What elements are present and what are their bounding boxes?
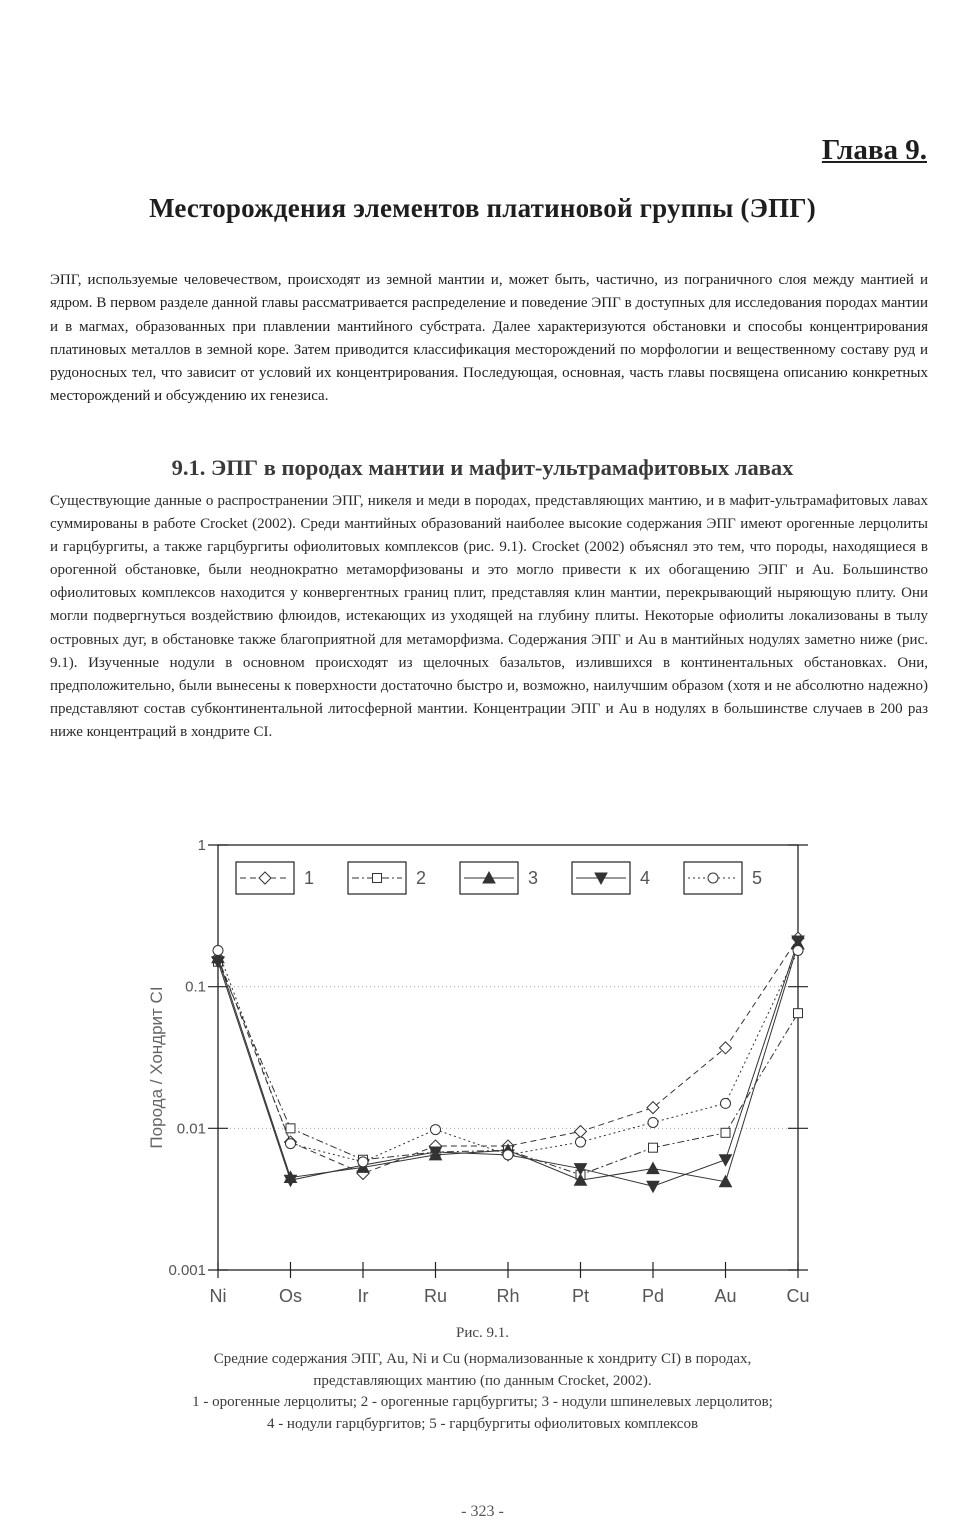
figure-caption (80, 1349, 885, 1435)
x-tick-label: Ni (209, 1286, 227, 1306)
y-tick-label: 0.001 (168, 1262, 206, 1279)
x-tick-label: Ru (423, 1286, 448, 1306)
data-point (793, 946, 803, 956)
series-line (218, 951, 798, 1162)
legend-label: 5 (752, 868, 763, 888)
data-point (720, 1155, 732, 1166)
plot-frame (218, 845, 798, 1270)
legend-item (236, 862, 314, 894)
x-tick-label: Cu (786, 1286, 810, 1306)
chapter-title: Месторождения элементов платиновой группы (ЭПГ) (149, 193, 816, 223)
data-point (286, 1124, 295, 1133)
x-tick-label: Ir (357, 1286, 369, 1306)
data-point (503, 1150, 513, 1160)
chapter-heading: Глава 9. (821, 134, 927, 166)
series-1 (212, 932, 804, 1179)
legend-item (348, 862, 426, 894)
legend-label: 3 (528, 868, 539, 888)
chart-series (212, 932, 804, 1192)
caption-line: 1 - орогенные лерцолиты; 2 - орогенные гарцбургиты; 3 - нодули шпинелевых лерцолитов; (192, 1394, 773, 1410)
data-point (431, 1125, 441, 1135)
data-point (647, 1102, 659, 1114)
intro-paragraph: ЭПГ, используемые человечеством, происходят из земной мантии и, может быть, частично, из пограничного слоя между мантией и ядром. В первом разделе данной главы рассматривается распределение и поведение ЭПГ в доступных для исследования породах мантии и в магмах, образованных при плавлении мантийного субстрата. Далее характеризуются обстановки и способы концентрирования платиновых металлов в земной коре. Затем приводится классификация месторождений по морфологии и вещественному составу руд и рудоносных тел, что зависит от условий их концентрирования. Последующая, основная, часть главы посвящена описанию конкретных месторождений и обсуждению их генезиса. (50, 272, 928, 405)
legend-label: 4 (640, 868, 651, 888)
legend-marker (373, 874, 382, 883)
data-point (647, 1181, 659, 1192)
y-tick-label: 0.01 (176, 1120, 206, 1138)
series-5 (213, 946, 803, 1167)
data-point (286, 1139, 296, 1149)
data-point (647, 1163, 659, 1174)
chart-axes (168, 837, 809, 1306)
legend-label: 1 (304, 868, 315, 888)
section-heading: 9.1. ЭПГ в породах мантии и мафит-ультрамафитовых лавах (171, 455, 794, 480)
section-paragraph: Существующие данные о распространении ЭПГ, никеля и меди в породах, представляющих мантию, и в мафит-ультрамафитовых лавах суммированы в работе Crocket (2002). Среди мантийных образований наиболее высокие содержания ЭПГ имеют орогенные лерцолиты и гарцбургиты, а также гарцбургиты офиолитовых комплексов (рис. 9.1). Crocket (2002) объяснял это тем, что породы, находящиеся в орогенной обстановке, были неоднократно метаморфизованы и это могло привести к их обогащению ЭПГ и Au. Большинство офиолитовых комплексов находится у конвергентных границ плит, представляя клин мантии, перекрывающий ныряющую плиту. Они могли подвергнуться воздействию флюидов, истекающих из уходящей на глубину плиты. Некоторые офиолиты локализованы в тылу островных дуг, в обстановке также благоприятной для метаморфизма. Содержания ЭПГ и Au в мантийных нодулях заметно ниже (рис. 9.1). Изученные нодули в основном происходят из щелочных базальтов, излившихся в континентальных обстановках. Они, предположительно, были вынесены к поверхности достаточно быстро и, возможно, наилучшим образом (хотя и не абсолютно надежно) представляют состав субконтинентальной литосферной мантии. Концентрации ЭПГ и Au в нодулях в большинстве случаев в 200 раз ниже концентраций в хондрите CI. (50, 493, 928, 740)
y-axis-label: Порода / Хондрит CI (147, 986, 166, 1149)
data-point (213, 946, 223, 956)
figure-chart (140, 830, 820, 1315)
x-tick-label: Rh (496, 1286, 520, 1306)
data-point (794, 1009, 803, 1018)
caption-line: 4 - нодули гарцбургитов; 5 - гарцбургиты офиолитовых комплексов (266, 1415, 699, 1432)
x-tick-label: Pd (641, 1286, 665, 1306)
data-point (576, 1137, 586, 1147)
data-point (720, 1042, 732, 1054)
x-tick-label: Pt (571, 1286, 590, 1306)
legend-item (460, 862, 538, 894)
data-point (358, 1157, 368, 1167)
x-tick-label: Os (278, 1286, 303, 1306)
chart-svg (140, 830, 820, 1315)
chart-legend (236, 862, 762, 894)
data-point (649, 1143, 658, 1152)
x-tick-label: Au (714, 1286, 737, 1306)
data-point (575, 1125, 587, 1137)
figure-label: Рис. 9.1. (455, 1325, 510, 1341)
data-point (721, 1128, 730, 1137)
caption-line: представляющих мантию (по данным Crocket, 2002). (313, 1372, 652, 1389)
page-number: - 323 - (461, 1503, 504, 1520)
y-tick-label: 1 (197, 837, 206, 854)
legend-item (572, 862, 650, 894)
data-point (648, 1117, 658, 1127)
series-line (218, 938, 798, 1173)
y-tick-label: 0.1 (185, 978, 206, 996)
legend-label: 2 (416, 868, 427, 888)
legend-marker (708, 873, 718, 883)
legend-item (684, 862, 762, 894)
data-point (721, 1098, 731, 1108)
caption-line: Средние содержания ЭПГ, Au, Ni и Cu (нормализованные к хондриту CI) в породах, (213, 1351, 752, 1367)
